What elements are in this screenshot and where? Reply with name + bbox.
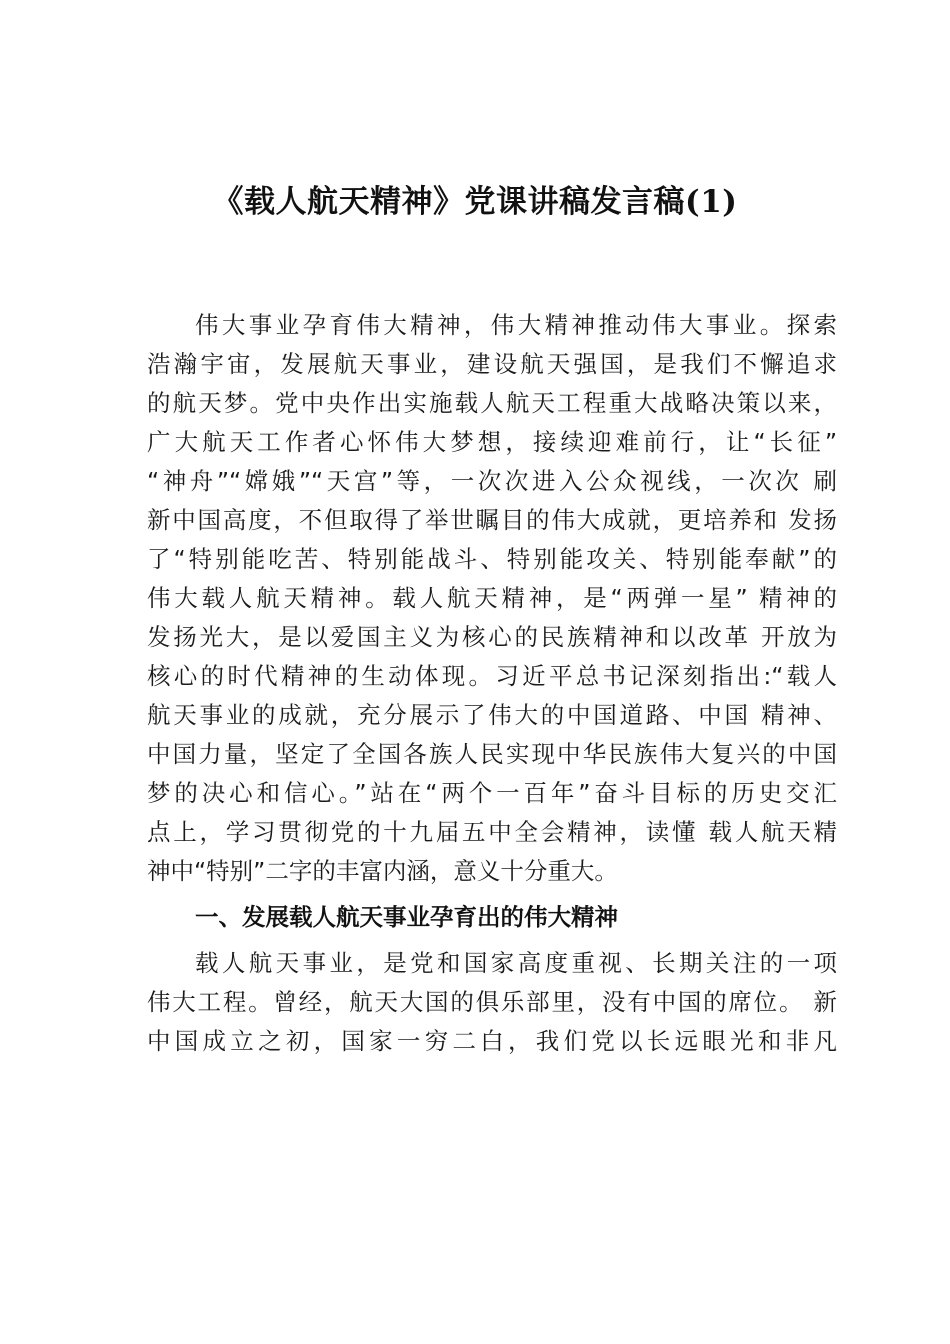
paragraph-1-line: 梦的决心和信心。”站在“两个一百年”奋斗目标的历史交汇 <box>147 779 837 807</box>
paragraph-1-line: 了“特别能吃苦、特别能战斗、特别能攻关、特别能奉献”的 <box>147 545 837 573</box>
paragraph-1-line: 核心的时代精神的生动体现。习近平总书记深刻指出:“载人 <box>147 662 837 690</box>
section-heading: 一、发展载人航天事业孕育出的伟大精神 <box>195 903 618 931</box>
paragraph-1-line: 神中“特别”二字的丰富内涵，意义十分重大。 <box>147 857 618 885</box>
paragraph-1-line: 广大航天工作者心怀伟大梦想，接续迎难前行，让“长征” <box>147 428 837 456</box>
paragraph-1-line: 浩瀚宇宙，发展航天事业，建设航天强国，是我们不懈追求 <box>147 350 837 378</box>
paragraph-1-line: 发扬光大，是以爱国主义为核心的民族精神和以改革 开放为 <box>147 623 837 651</box>
paragraph-1-line: “神舟”“嫦娥”“天宫”等，一次次进入公众视线，一次次 刷 <box>147 467 837 495</box>
paragraph-1-line: 航天事业的成就，充分展示了伟大的中国道路、中国 精神、 <box>147 701 837 729</box>
paragraph-1-line: 伟大载人航天精神。载人航天精神，是“两弹一星” 精神的 <box>147 584 837 612</box>
paragraph-2-line: 伟大工程。曾经，航天大国的俱乐部里，没有中国的席位。 新 <box>147 988 837 1016</box>
paragraph-1-line: 新中国高度，不但取得了举世瞩目的伟大成就，更培养和 发扬 <box>147 506 837 534</box>
paragraph-2-line: 载人航天事业，是党和国家高度重视、长期关注的一项 <box>195 949 837 977</box>
paragraph-1-line: 的航天梦。党中央作出实施载人航天工程重大战略决策以来， <box>147 389 837 417</box>
paragraph-2-line: 中国成立之初，国家一穷二白，我们党以长远眼光和非凡 <box>147 1027 837 1055</box>
paragraph-1-line: 中国力量，坚定了全国各族人民实现中华民族伟大复兴的中国 <box>147 740 837 768</box>
paragraph-1-line: 点上，学习贯彻党的十九届五中全会精神，读懂 载人航天精 <box>147 818 837 846</box>
paragraph-1-line: 伟大事业孕育伟大精神，伟大精神推动伟大事业。探索 <box>195 311 837 339</box>
document-title: 《载人航天精神》党课讲稿发言稿(1) <box>212 184 738 220</box>
